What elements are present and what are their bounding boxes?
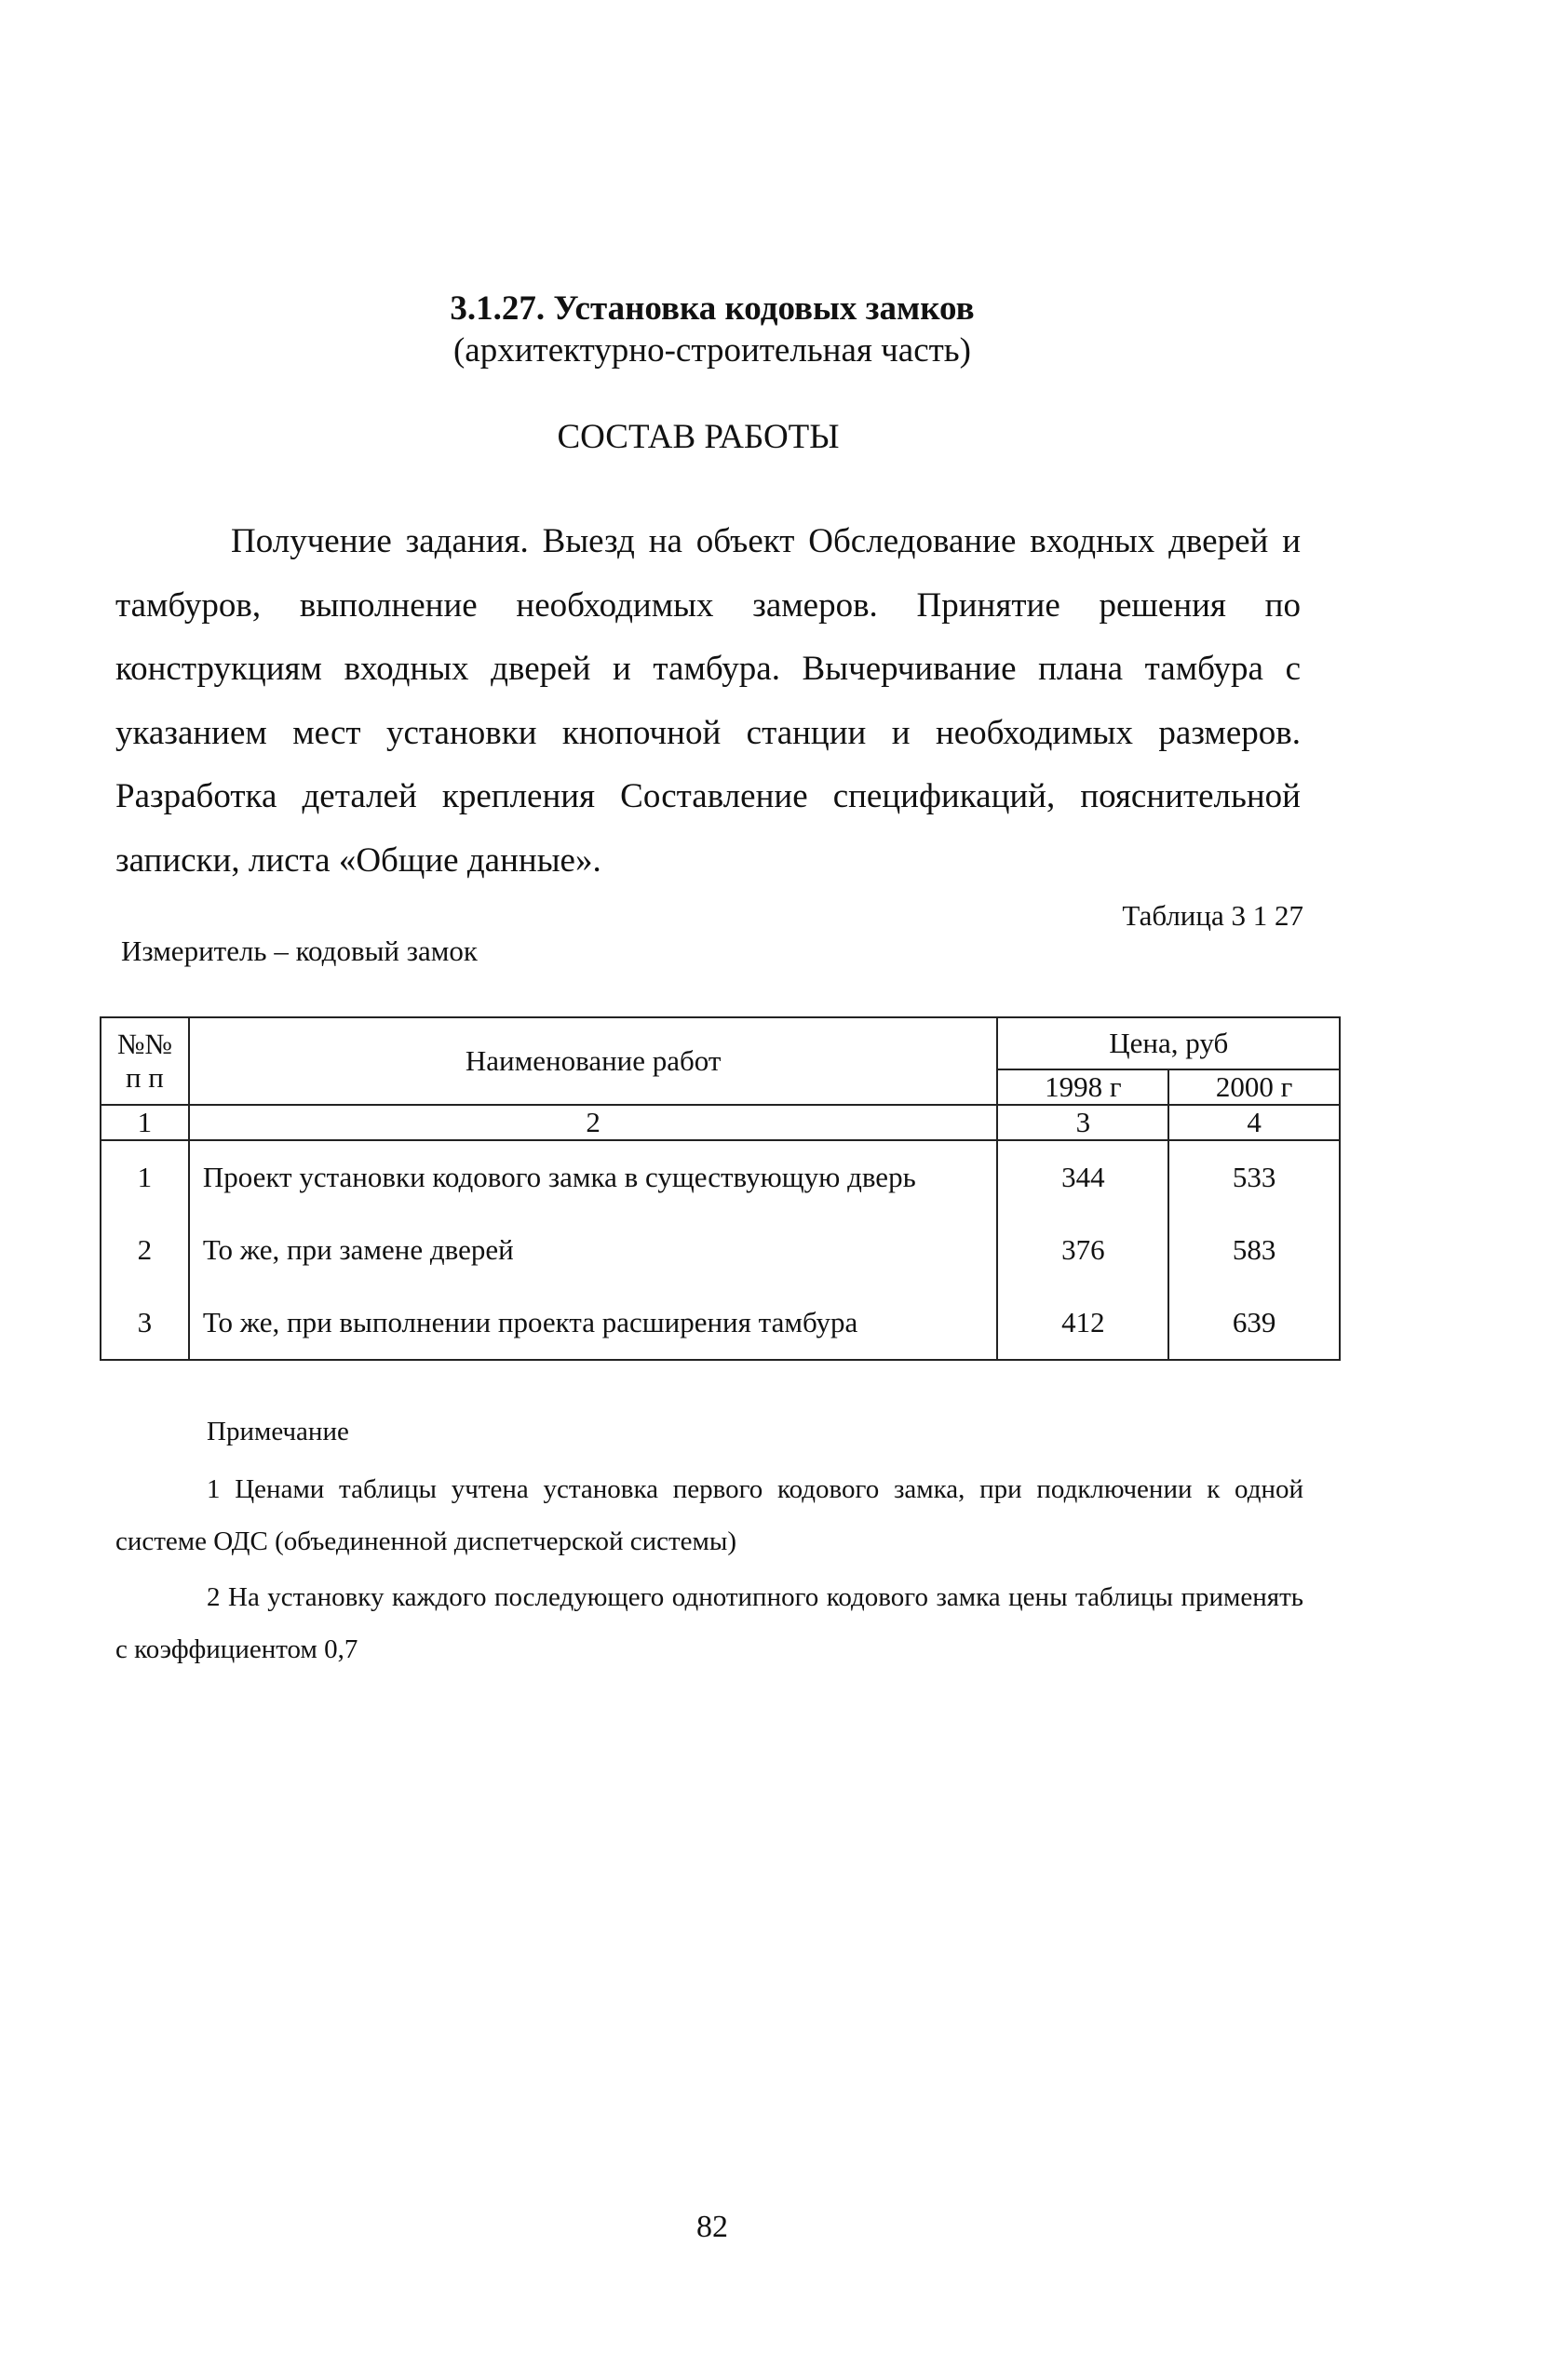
table-header-row bbox=[101, 1017, 1340, 1069]
table-row bbox=[101, 1214, 1340, 1286]
header-number-line1: №№ bbox=[116, 1028, 172, 1060]
row-price-2000: 533 bbox=[1168, 1140, 1340, 1214]
row-work-name: Проект установки кодового замка в существующую дверь bbox=[189, 1140, 998, 1214]
note-item: 2 На установку каждого последующего однотипного кодового замка цены таблицы применять с коэффициентом 0,7 bbox=[115, 1582, 1303, 1664]
column-number: 1 bbox=[101, 1105, 189, 1140]
page-number: 82 bbox=[696, 2210, 728, 2244]
column-number: 3 bbox=[997, 1105, 1168, 1140]
table-row bbox=[101, 1286, 1340, 1360]
row-price-1998: 412 bbox=[997, 1286, 1168, 1360]
header-work-name: Наименование работ bbox=[189, 1017, 998, 1105]
header-year-1998: 1998 г bbox=[997, 1069, 1168, 1105]
row-number: 2 bbox=[101, 1214, 189, 1286]
header-price: Цена, руб bbox=[997, 1017, 1340, 1069]
row-work-name: То же, при замене дверей bbox=[189, 1214, 998, 1286]
row-work-name: То же, при выполнении проекта расширения тамбура bbox=[189, 1286, 998, 1360]
table-row bbox=[101, 1140, 1340, 1214]
header-year-2000: 2000 г bbox=[1168, 1069, 1340, 1105]
header-number-line2: п п bbox=[125, 1061, 164, 1094]
work-description-paragraph: Получение задания. Выезд на объект Обследование входных дверей и тамбуров, выполнение необходимых замеров. Принятие решения по конструкциям входных дверей и тамбура. Вычерчивание плана тамбура с указанием мест установки кнопочной станции и необходимых размеров. Разработка деталей крепления Составление спецификаций, пояснительной записки, листа «Общие данные». bbox=[115, 522, 1301, 880]
composition-heading: СОСТАВ РАБОТЫ bbox=[557, 418, 840, 456]
row-price-2000: 639 bbox=[1168, 1286, 1340, 1360]
row-number: 3 bbox=[101, 1286, 189, 1360]
column-number-row bbox=[101, 1105, 1340, 1140]
row-price-1998: 344 bbox=[997, 1140, 1168, 1214]
section-subtitle: (архитектурно-строительная часть) bbox=[452, 331, 971, 370]
row-price-1998: 376 bbox=[997, 1214, 1168, 1286]
row-price-2000: 583 bbox=[1168, 1214, 1340, 1286]
column-number: 2 bbox=[189, 1105, 998, 1140]
note-item: 1 Ценами таблицы учтена установка первого кодового замка, при подключении к одной системе ОДС (объединенной диспетчерской системы) bbox=[115, 1474, 1303, 1556]
price-table bbox=[100, 1016, 1341, 1361]
measure-unit: Измеритель – кодовый замок bbox=[121, 935, 478, 967]
table-caption: Таблица 3 1 27 bbox=[1122, 899, 1303, 932]
row-number: 1 bbox=[101, 1140, 189, 1214]
section-title: 3.1.27. Установка кодовых замков bbox=[450, 289, 975, 328]
column-number: 4 bbox=[1168, 1105, 1340, 1140]
note-title: Примечание bbox=[207, 1417, 349, 1446]
header-number bbox=[101, 1017, 189, 1105]
